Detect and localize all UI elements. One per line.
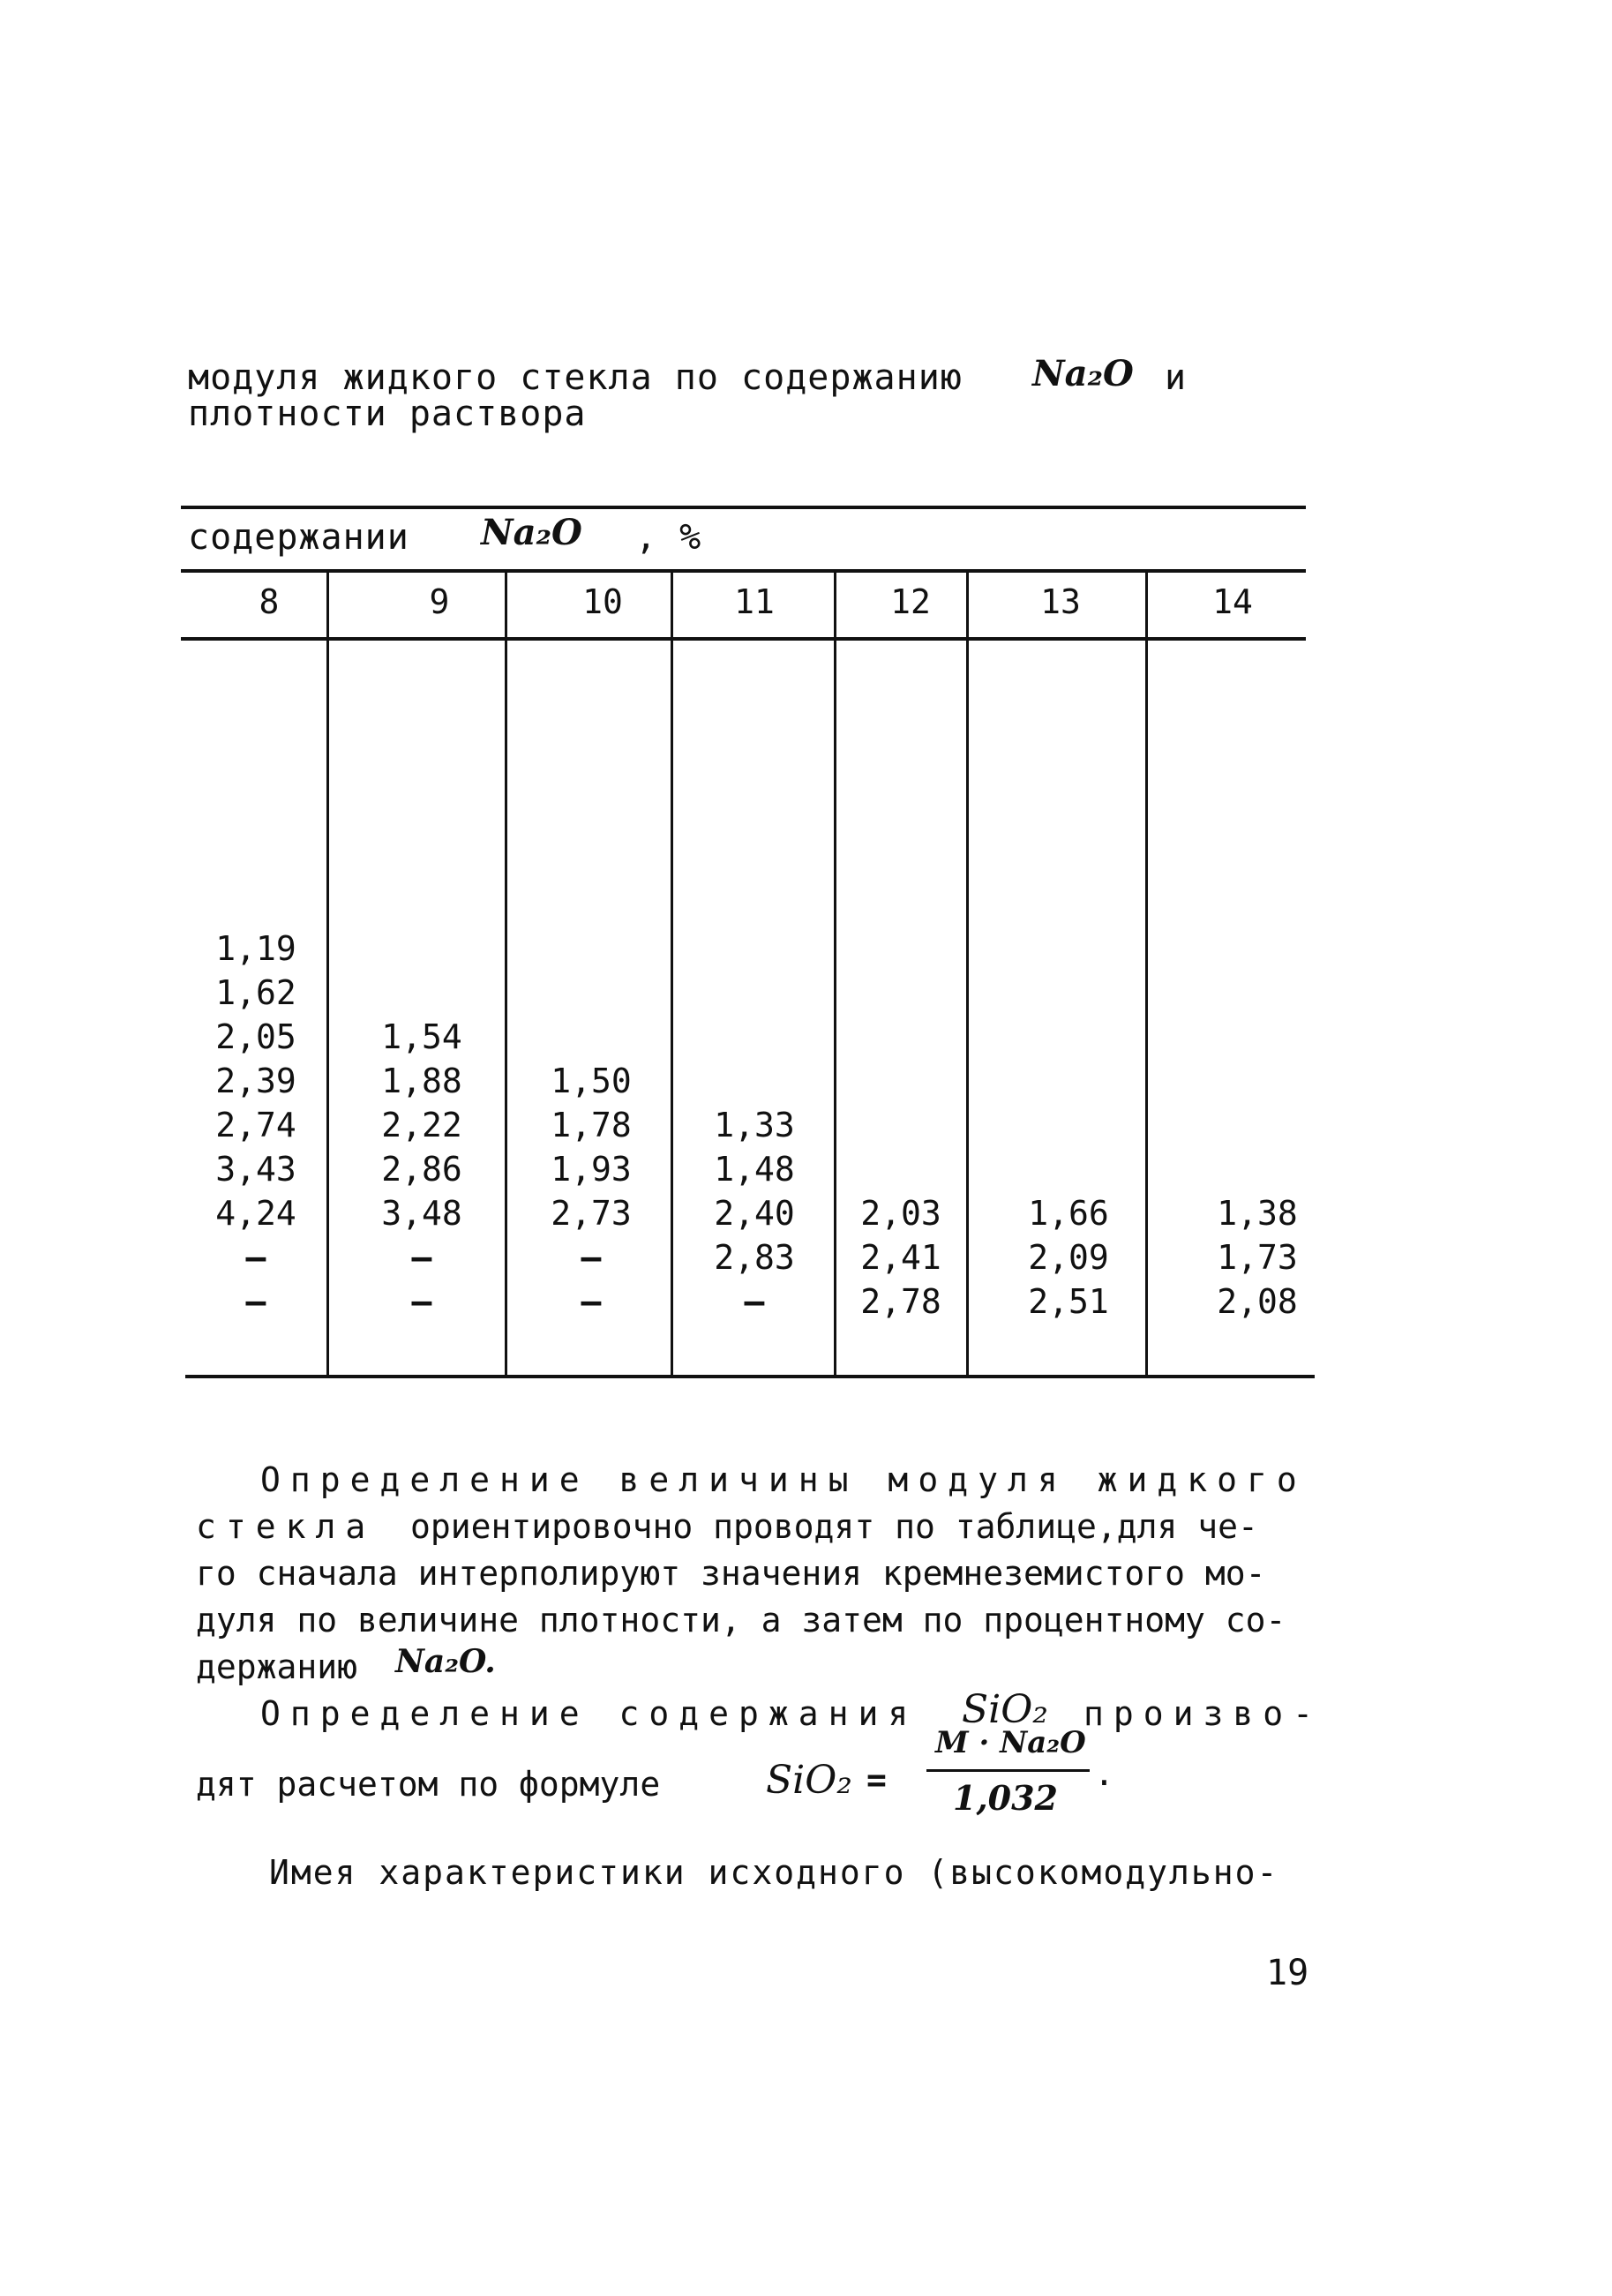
col-header-13: 13 (1040, 582, 1081, 621)
caption-conjunction: и (1165, 357, 1188, 398)
table-cell: 1,48 (714, 1150, 795, 1189)
table-cell: 1,50 (551, 1062, 632, 1100)
col-sep-6 (1145, 569, 1148, 1377)
table-cell-dash: – (245, 1282, 266, 1321)
para1-line-3: го сначала интерполируют значения кремнеземистого мо- (196, 1554, 1266, 1593)
formula-denominator: 1,032 (953, 1778, 1058, 1818)
table-cell: 1,88 (381, 1062, 462, 1100)
table-cell: 2,08 (1217, 1282, 1298, 1321)
para1-lead: Определение величины модуля жидкого (260, 1460, 1307, 1499)
table-cell: 2,86 (381, 1150, 462, 1189)
table-cell: 2,74 (215, 1106, 296, 1144)
table-cell: 2,51 (1028, 1282, 1109, 1321)
table-cell: 4,24 (215, 1194, 296, 1233)
col-sep-4 (834, 569, 836, 1377)
para1-formula: Na₂O. (395, 1643, 496, 1680)
table-header-unit: , % (635, 517, 702, 558)
para1-line-2: ориентировочно проводят по таблице,для че- (410, 1507, 1258, 1546)
table-cell: 2,78 (860, 1282, 941, 1321)
formula-lhs: SiO₂ (766, 1758, 852, 1803)
para1-line-4: дуля по величине плотности, а затем по процентному со- (196, 1601, 1286, 1639)
page-number: 19 (1266, 1953, 1309, 1993)
col-header-9: 9 (429, 582, 450, 621)
table-cell: 1,33 (714, 1106, 795, 1144)
table-cell: 1,54 (381, 1017, 462, 1056)
caption-line-2: плотности раствора (188, 394, 587, 434)
table-top-rule (181, 506, 1306, 509)
col-sep-3 (671, 569, 673, 1377)
table-cell: 3,48 (381, 1194, 462, 1233)
para2-line-2: дят расчетом по формуле (196, 1765, 661, 1804)
table-cell: 2,40 (714, 1194, 795, 1233)
table-cell: 1,73 (1217, 1238, 1298, 1277)
table-cell: 1,19 (215, 929, 296, 968)
col-header-10: 10 (582, 582, 623, 621)
col-header-8: 8 (259, 582, 280, 621)
caption-line-1: модуля жидкого стекла по содержанию (188, 357, 963, 398)
table-cell-dash: – (581, 1238, 602, 1277)
col-sep-2 (505, 569, 507, 1377)
formula-numerator: M · Na₂O (935, 1725, 1086, 1760)
para2-trail: произво- (1083, 1694, 1323, 1733)
table-cell: 2,83 (714, 1238, 795, 1277)
para3-line: Имея характеристики исходного (высокомодульно- (269, 1853, 1279, 1892)
table-header-formula: Na₂O (481, 512, 582, 553)
table-cell: 2,09 (1028, 1238, 1109, 1277)
table-cell: 2,39 (215, 1062, 296, 1100)
table-header-label: содержании (188, 517, 409, 558)
table-cell: 2,22 (381, 1106, 462, 1144)
table-cell: 1,78 (551, 1106, 632, 1144)
col-header-14: 14 (1212, 582, 1253, 621)
table-cell: 2,05 (215, 1017, 296, 1056)
table-cell-dash: – (581, 1282, 602, 1321)
table-cell: 3,43 (215, 1150, 296, 1189)
col-header-12: 12 (890, 582, 931, 621)
table-cell: 1,66 (1028, 1194, 1109, 1233)
table-header-rule (181, 569, 1306, 573)
table-columns-rule (181, 637, 1306, 641)
table-cell: 2,03 (860, 1194, 941, 1233)
para1-line-5: держанию (196, 1647, 358, 1686)
table-cell-dash: – (411, 1282, 432, 1321)
table-cell: 2,41 (860, 1238, 941, 1277)
formula-period: . (1094, 1754, 1114, 1793)
table-cell: 1,62 (215, 973, 296, 1012)
table-cell-dash: – (245, 1238, 266, 1277)
col-sep-1 (326, 569, 329, 1377)
col-header-11: 11 (734, 582, 775, 621)
para2-lead: Определение содержания (260, 1694, 918, 1733)
table-cell-dash: – (411, 1238, 432, 1277)
table-cell: 1,38 (1217, 1194, 1298, 1233)
table-cell-dash: – (744, 1282, 765, 1321)
caption-formula-na2o: Na₂O (1032, 353, 1134, 394)
formula-equals: = (866, 1760, 887, 1799)
col-sep-5 (966, 569, 969, 1377)
table-cell: 1,93 (551, 1150, 632, 1189)
fraction-bar (926, 1769, 1090, 1772)
para1-lead-2: стекла (196, 1507, 376, 1546)
para2-formula-sio2: SiO₂ (962, 1687, 1048, 1732)
table-cell: 2,73 (551, 1194, 632, 1233)
